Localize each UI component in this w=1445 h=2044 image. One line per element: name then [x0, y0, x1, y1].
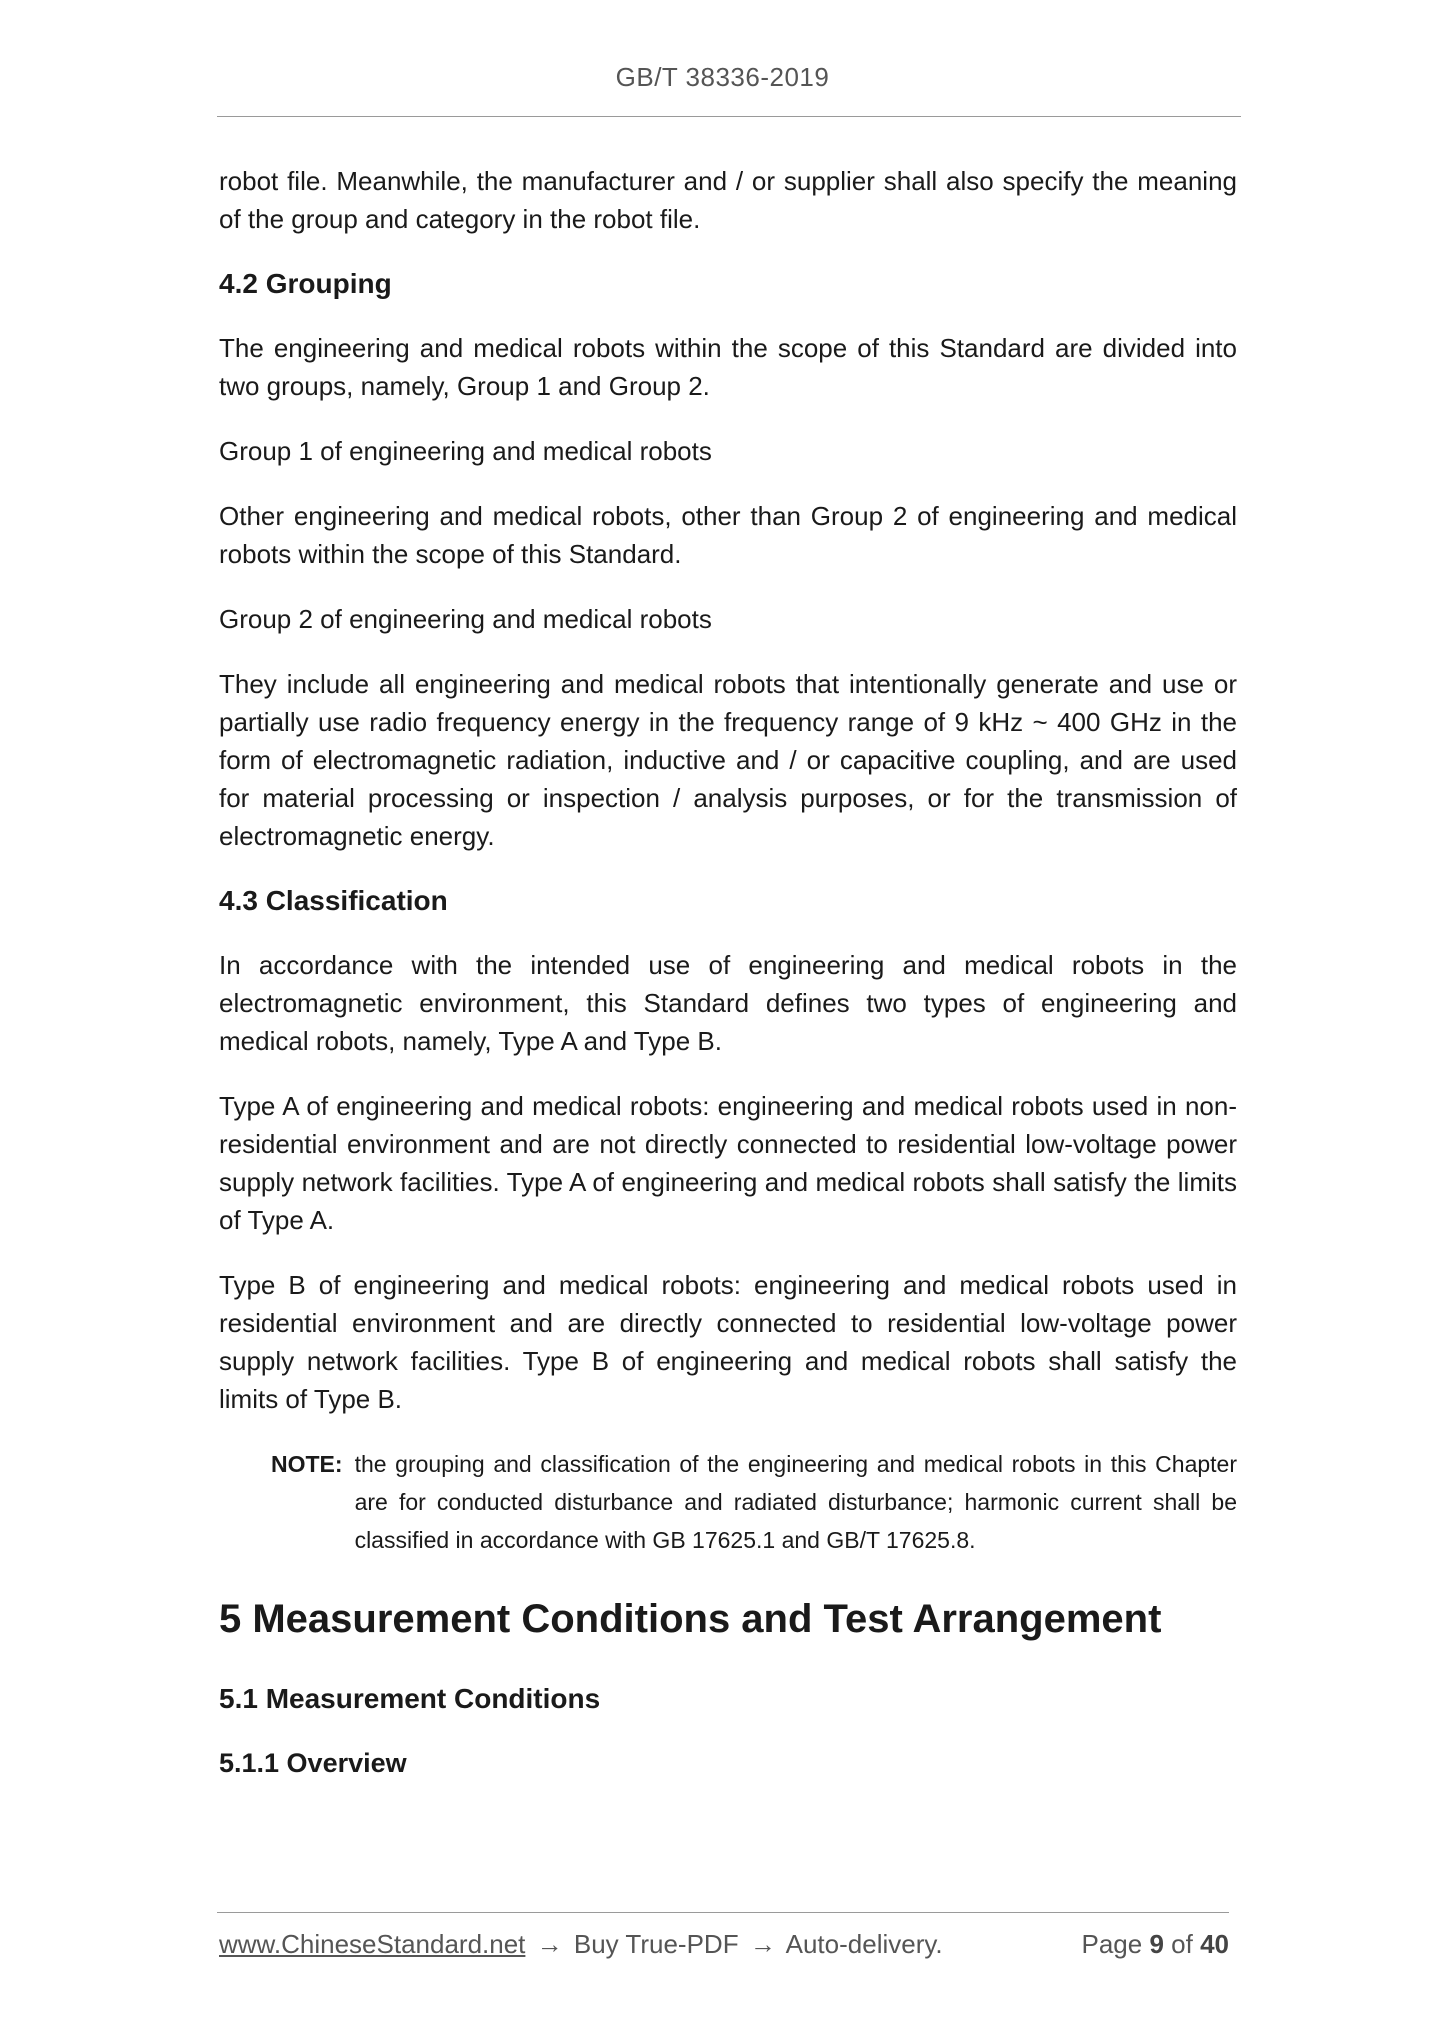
type-b-paragraph: Type B of engineering and medical robots: engineering and medical robots used in residential environment and are directly connected to residential low-voltage power supply network facilities. Type B of engineering and medical robots shall satisfy the limits of Type B.: [219, 1270, 1237, 1414]
note-text: the grouping and classification of the engineering and medical robots in this Chapter are for conducted disturbance and radiated disturbance; harmonic current shall be classified in accordance with GB 17625.1 and GB/T 17625.8.: [354, 1451, 1237, 1553]
arrow-right-icon: →: [749, 1929, 776, 1959]
group1-title: Group 1 of engineering and medical robots: [219, 436, 712, 466]
delivery-text: Auto-delivery.: [785, 1929, 943, 1959]
website-link[interactable]: www.ChineseStandard.net: [219, 1929, 526, 1959]
arrow-right-icon: →: [536, 1929, 563, 1959]
group2-text: They include all engineering and medical robots that intentionally generate and use or partially use radio frequency energy in the frequency range of 9 kHz ~ 400 GHz in the form of electromagnetic radiation, inductive and / or capacitive coupling, and are used for material processing or inspection / analysis purposes, or for the transmission of electromagnetic energy.: [219, 669, 1237, 851]
type-a-paragraph: Type A of engineering and medical robots: engineering and medical robots used in non-residential environment and are not directly connected to residential low-voltage power supply network facilities. Type A of engineering and medical robots shall satisfy the limits of Type A.: [219, 1091, 1237, 1235]
note-label: NOTE:: [271, 1451, 343, 1477]
page-of: of: [1171, 1929, 1193, 1959]
buy-pdf-text: Buy True-PDF: [573, 1929, 739, 1959]
group2-title: Group 2 of engineering and medical robots: [219, 604, 712, 634]
page-current: 9: [1149, 1929, 1164, 1959]
section-5-1-heading: 5.1 Measurement Conditions: [219, 1683, 601, 1714]
intro-paragraph: robot file. Meanwhile, the manufacturer and / or supplier shall also specify the meaning of the group and category in the robot file.: [219, 166, 1237, 234]
section-4-3-heading: 4.3 Classification: [219, 885, 448, 916]
section-5-1-1-heading: 5.1.1 Overview: [219, 1748, 407, 1778]
group1-text: Other engineering and medical robots, other than Group 2 of engineering and medical robots within the scope of this Standard.: [219, 501, 1237, 569]
document-body: [219, 162, 1237, 1783]
page-number: [1081, 1926, 1229, 1962]
note-block: [271, 1445, 1237, 1559]
header-divider: [217, 116, 1241, 117]
page-label: Page: [1081, 1929, 1143, 1959]
page-total: 40: [1200, 1929, 1229, 1959]
footer-divider: [217, 1912, 1229, 1913]
chapter-5-heading: 5 Measurement Conditions and Test Arrangement: [219, 1597, 1162, 1641]
page-header-doc-id: GB/T 38336-2019: [615, 62, 830, 92]
page-footer: [219, 1926, 1229, 1962]
grouping-paragraph: The engineering and medical robots within the scope of this Standard are divided into two groups, namely, Group 1 and Group 2.: [219, 333, 1237, 401]
section-4-2-heading: 4.2 Grouping: [219, 268, 392, 299]
classification-paragraph: In accordance with the intended use of engineering and medical robots in the electromagnetic environment, this Standard defines two types of engineering and medical robots, namely, Type A and Type B.: [219, 950, 1237, 1056]
